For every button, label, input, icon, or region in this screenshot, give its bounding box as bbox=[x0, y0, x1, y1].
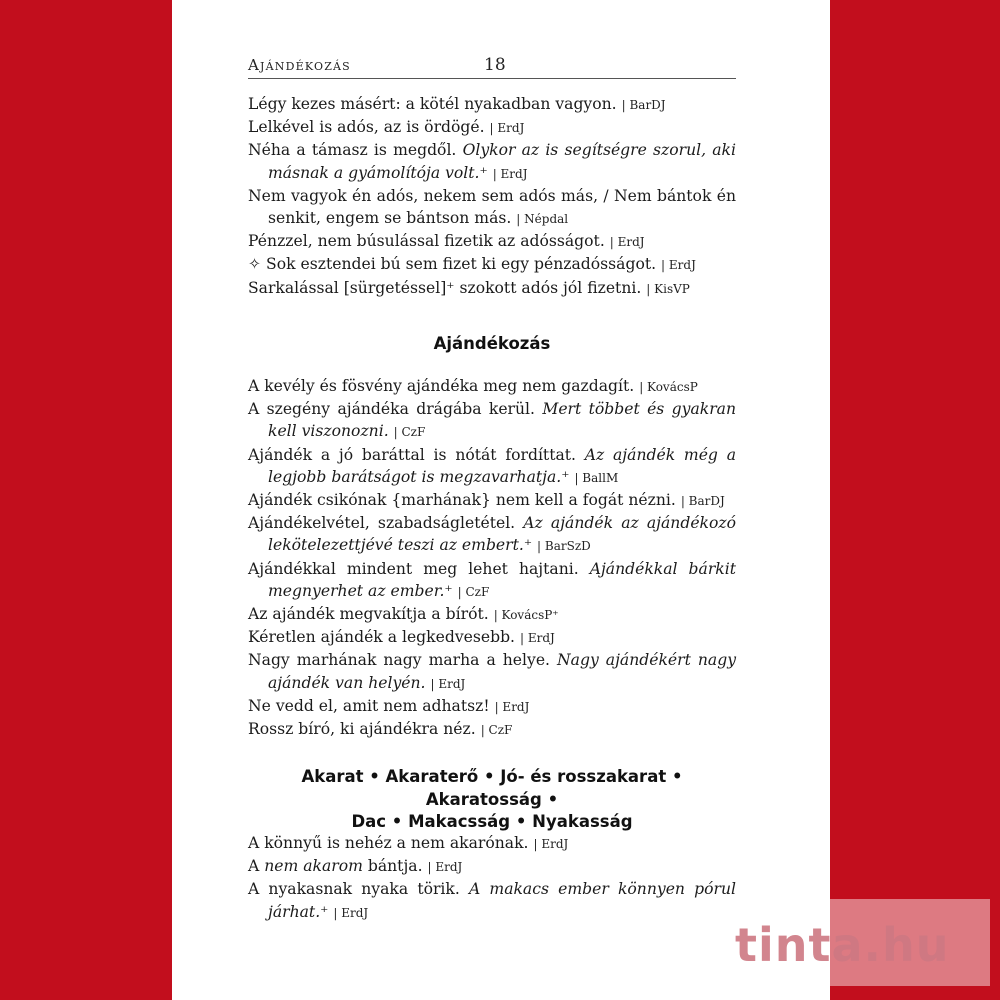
proverb-entry bbox=[248, 603, 736, 626]
source-reference: | BarDJ bbox=[621, 98, 666, 112]
source-reference: | ErdJ bbox=[427, 860, 463, 875]
proverb-explanation: Mert többet és gyakran kell viszonozni. bbox=[268, 400, 736, 441]
proverb-entry bbox=[248, 185, 736, 230]
section-heading-line: Akarat • Akaraterő • Jó- és rosszakarat • Akaratosság • bbox=[301, 767, 683, 809]
source-reference: | ErdJ bbox=[494, 699, 530, 714]
proverb-text: Ajándék csikónak {marhának} nem kell a fogát nézni. bbox=[248, 491, 676, 510]
source-reference: | CzF bbox=[457, 584, 490, 599]
proverb-explanation: Nagy ajándékért nagy ajándék van helyén. bbox=[268, 651, 736, 692]
proverb-text: Légy kezes másért: a kötél nyakadban vagyon. bbox=[248, 95, 617, 113]
proverb-entry bbox=[248, 116, 736, 139]
proverb-entry bbox=[248, 878, 736, 923]
proverb-explanation: Ajándékkal bárkit megnyerhet az ember.⁺ bbox=[268, 559, 736, 600]
source-reference: | ErdJ bbox=[333, 905, 369, 920]
proverb-text: ✧ Sok esztendei bú sem fizet ki egy pénzadósságot. bbox=[248, 255, 657, 274]
proverb-entry bbox=[248, 230, 736, 253]
source-reference: | KovácsP bbox=[639, 380, 698, 394]
watermark-logo: tinta.hu bbox=[735, 918, 950, 972]
source-reference: | BallM bbox=[574, 470, 619, 485]
proverb-explanation: nem akarom bbox=[264, 857, 363, 876]
source-reference: | KisVP bbox=[646, 281, 690, 296]
proverb-text: A kevély és fösvény ajándéka meg nem gazdagít. bbox=[248, 377, 635, 395]
proverb-entry bbox=[248, 649, 736, 694]
running-header bbox=[248, 56, 736, 79]
proverb-entry bbox=[248, 718, 736, 741]
proverb-entry bbox=[248, 695, 736, 718]
proverb-text: Rossz bíró, ki ajándékra néz. bbox=[248, 720, 476, 739]
proverb-entry bbox=[248, 93, 736, 116]
proverb-text: A bbox=[248, 857, 265, 876]
section-akarat bbox=[248, 832, 736, 924]
proverb-explanation: Olykor az is segítségre szorul, aki másnak a gyámolítója volt.⁺ bbox=[268, 141, 736, 182]
section-heading-ajandekozas: Ajándékozás bbox=[433, 334, 551, 353]
proverb-entry bbox=[248, 398, 736, 443]
proverb-text: Néha a támasz is megdől. bbox=[248, 141, 463, 160]
proverb-text: Ajándékkal mindent meg lehet hajtani. bbox=[248, 559, 590, 578]
section-heading-line: Dac • Makacsság • Nyakasság bbox=[351, 812, 633, 831]
proverb-text: Nagy marhának nagy marha a helye. bbox=[248, 651, 558, 670]
source-reference: | BarDJ bbox=[680, 494, 725, 509]
proverb-text: Pénzzel, nem búsulással fizetik az adósságot. bbox=[248, 232, 605, 251]
proverb-text: Az ajándék megvakítja a bírót. bbox=[248, 605, 489, 624]
section-adossag-continued bbox=[248, 93, 736, 300]
source-reference: | ErdJ bbox=[609, 235, 645, 250]
proverb-entry bbox=[248, 277, 736, 300]
proverb-text: A szegény ajándéka drágába kerül. bbox=[248, 400, 543, 419]
proverb-explanation: Az ajándék még a legjobb barátságot is megzavarhatja.⁺ bbox=[268, 445, 736, 486]
source-reference: | ErdJ bbox=[519, 631, 555, 646]
proverb-entry bbox=[248, 253, 736, 276]
source-reference: | BarSzD bbox=[537, 539, 591, 554]
proverb-text: Kéretlen ajándék a legkedvesebb. bbox=[248, 628, 516, 647]
proverb-text: Ne vedd el, amit nem adhatsz! bbox=[248, 696, 490, 715]
proverb-text: Ajándék a jó baráttal is nótát fordíttat. bbox=[248, 445, 585, 464]
proverb-entry bbox=[248, 512, 736, 557]
proverb-entry bbox=[248, 489, 736, 512]
proverb-entry bbox=[248, 375, 736, 398]
source-reference: | ErdJ bbox=[533, 837, 569, 851]
proverb-text: Sarkalással [sürgetéssel]⁺ szokott adós jól fizetni. bbox=[248, 278, 642, 297]
proverb-entry bbox=[248, 558, 736, 603]
proverb-text: bántja. bbox=[362, 857, 423, 876]
running-title: Ajándékozás bbox=[248, 56, 351, 74]
proverb-text: Nem vagyok én adós, nekem sem adós más, / Nem bántok én senkit, engem se bántson más. bbox=[248, 186, 736, 228]
proverb-entry bbox=[248, 855, 736, 878]
source-reference: | ErdJ bbox=[430, 676, 466, 691]
proverb-text: A könnyű is nehéz a nem akarónak. bbox=[248, 834, 529, 852]
source-reference: | CzF bbox=[480, 723, 513, 738]
source-reference: | CzF bbox=[393, 425, 426, 440]
proverb-explanation: Az ajándék az ajándékozó lekötelezettjévé teszi az embert.⁺ bbox=[268, 514, 736, 555]
proverb-entry bbox=[248, 626, 736, 649]
proverb-text: Lelkével is adós, az is ördögé. bbox=[248, 118, 485, 137]
proverb-entry bbox=[248, 832, 736, 855]
source-reference: | KovácsP⁺ bbox=[493, 608, 559, 623]
source-reference: | ErdJ bbox=[492, 166, 528, 181]
source-reference: | Népdal bbox=[516, 212, 569, 227]
proverb-text: Ajándékelvétel, szabadságletétel. bbox=[248, 514, 524, 533]
book-page bbox=[172, 0, 830, 1000]
page-number: 18 bbox=[484, 55, 506, 75]
proverb-explanation: A makacs ember könnyen pórul járhat.⁺ bbox=[268, 880, 736, 921]
proverb-text: A nyakasnak nyaka törik. bbox=[248, 880, 469, 899]
proverb-entry bbox=[248, 444, 736, 489]
source-reference: | ErdJ bbox=[489, 121, 525, 136]
section-ajandekozas bbox=[248, 375, 736, 741]
proverb-entry bbox=[248, 139, 736, 184]
section-heading-akarat bbox=[248, 766, 736, 834]
source-reference: | ErdJ bbox=[661, 258, 696, 273]
